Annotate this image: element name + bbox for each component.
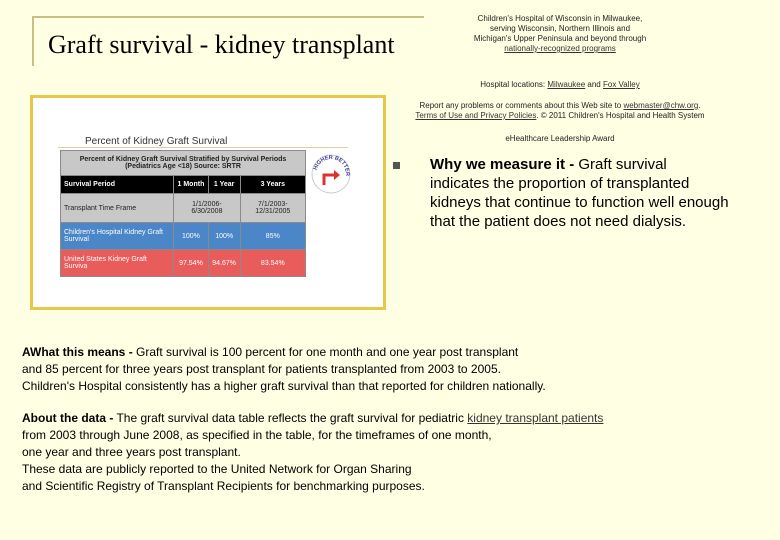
table-header-row <box>61 176 306 194</box>
means-heading: AWhat this means - <box>22 345 133 359</box>
table-caption <box>61 151 306 176</box>
programs-link[interactable]: nationally-recognized programs <box>504 44 616 53</box>
table-row <box>61 250 306 277</box>
timeframe-label: Transplant Time Frame <box>61 194 174 223</box>
org-line-3: Michigan's Upper Peninsula and beyond through <box>473 34 647 43</box>
webmaster-email-link[interactable]: webmaster@chw.org <box>623 101 699 110</box>
site-info: Report any problems or comments about this Web site to webmaster@chw.org. Terms of Use and Privacy Policies. © 2011 Children's Hospital and Health System <box>415 101 705 120</box>
header-1-year: 1 Year <box>208 176 240 194</box>
copyright: . © 2011 Children's Hospital and Health System <box>536 111 705 120</box>
about-heading: About the data - <box>22 411 114 425</box>
report-text: Report any problems or comments about this Web site to <box>419 101 622 110</box>
org-line-1: Children's Hospital of Wisconsin in Milwaukee, <box>477 14 643 23</box>
about-line-1: The graft survival data table reflects the graft survival for pediatric <box>116 411 464 425</box>
why-we-measure <box>430 155 730 231</box>
bullet-square-icon <box>393 162 400 169</box>
childrens-1-month: 100% <box>174 223 208 250</box>
kidney-transplant-patients-link[interactable]: kidney transplant patients <box>467 411 604 425</box>
terms-link[interactable]: Terms of Use and Privacy Policies <box>415 111 537 120</box>
table-row <box>61 194 306 223</box>
graft-survival-table <box>60 150 306 277</box>
caption-line-1: Percent of Kidney Graft Survival Stratified by Survival Periods <box>79 156 287 163</box>
table-row <box>61 223 306 250</box>
fox-valley-link[interactable]: Fox Valley <box>603 80 640 89</box>
means-line-2: and 85 percent for three years post transplant for patients transplanted from 2003 to 2005. <box>22 362 501 376</box>
childrens-1-year: 100% <box>208 223 240 250</box>
header-3-years: 3 Years <box>240 176 305 194</box>
card-divider <box>58 147 348 148</box>
why-text: Graft survival indicates the proportion of transplanted kidneys that continue to function well enough that the patient does not need dialysis. <box>430 156 729 230</box>
caption-line-2: (Pediatrics Age <18) Source: SRTR <box>125 163 241 170</box>
timeframe-range-1: 1/1/2006-6/30/2008 <box>174 194 240 223</box>
locations <box>440 80 680 90</box>
means-line-1: Graft survival is 100 percent for one month and one year post transplant <box>136 345 519 359</box>
about-line-3: one year and three years post transplant. <box>22 445 241 459</box>
header-1-month: 1 Month <box>174 176 208 194</box>
us-3-years: 83.54% <box>240 250 305 277</box>
timeframe-range-2: 7/1/2003-12/31/2005 <box>240 194 305 223</box>
what-this-means <box>22 344 762 395</box>
org-description <box>440 14 680 54</box>
why-heading: Why we measure it - <box>430 156 575 173</box>
about-line-2: from 2003 through June 2008, as specified in the table, for the timeframes of one month, <box>22 428 492 442</box>
us-label: United States Kidney Graft Surviva <box>61 250 174 277</box>
about-line-4: These data are publicly reported to the United Network for Organ Sharing <box>22 462 412 476</box>
childrens-label: Children's Hospital Kidney Graft Survival <box>61 223 174 250</box>
award: eHealthcare Leadership Award <box>505 134 615 143</box>
header-survival-period: Survival Period <box>61 176 174 194</box>
page-title: Graft survival - kidney transplant <box>48 30 395 59</box>
higher-better-badge-icon <box>310 153 352 195</box>
childrens-3-years: 85% <box>240 223 305 250</box>
badge-text: HIGHER BETTER <box>312 154 351 176</box>
org-line-2: serving Wisconsin, Northern Illinois and <box>489 24 631 33</box>
us-1-month: 97.54% <box>174 250 208 277</box>
means-line-3: Children's Hospital consistently has a higher graft survival than that reported for children nationally. <box>22 379 546 393</box>
about-the-data <box>22 410 762 495</box>
and-text: and <box>587 80 601 89</box>
us-1-year: 94.67% <box>208 250 240 277</box>
locations-label: Hospital locations: <box>480 80 546 89</box>
card-title: Percent of Kidney Graft Survival <box>85 136 228 147</box>
about-line-5: and Scientific Registry of Transplant Recipients for benchmarking purposes. <box>22 479 425 493</box>
milwaukee-link[interactable]: Milwaukee <box>547 80 586 89</box>
